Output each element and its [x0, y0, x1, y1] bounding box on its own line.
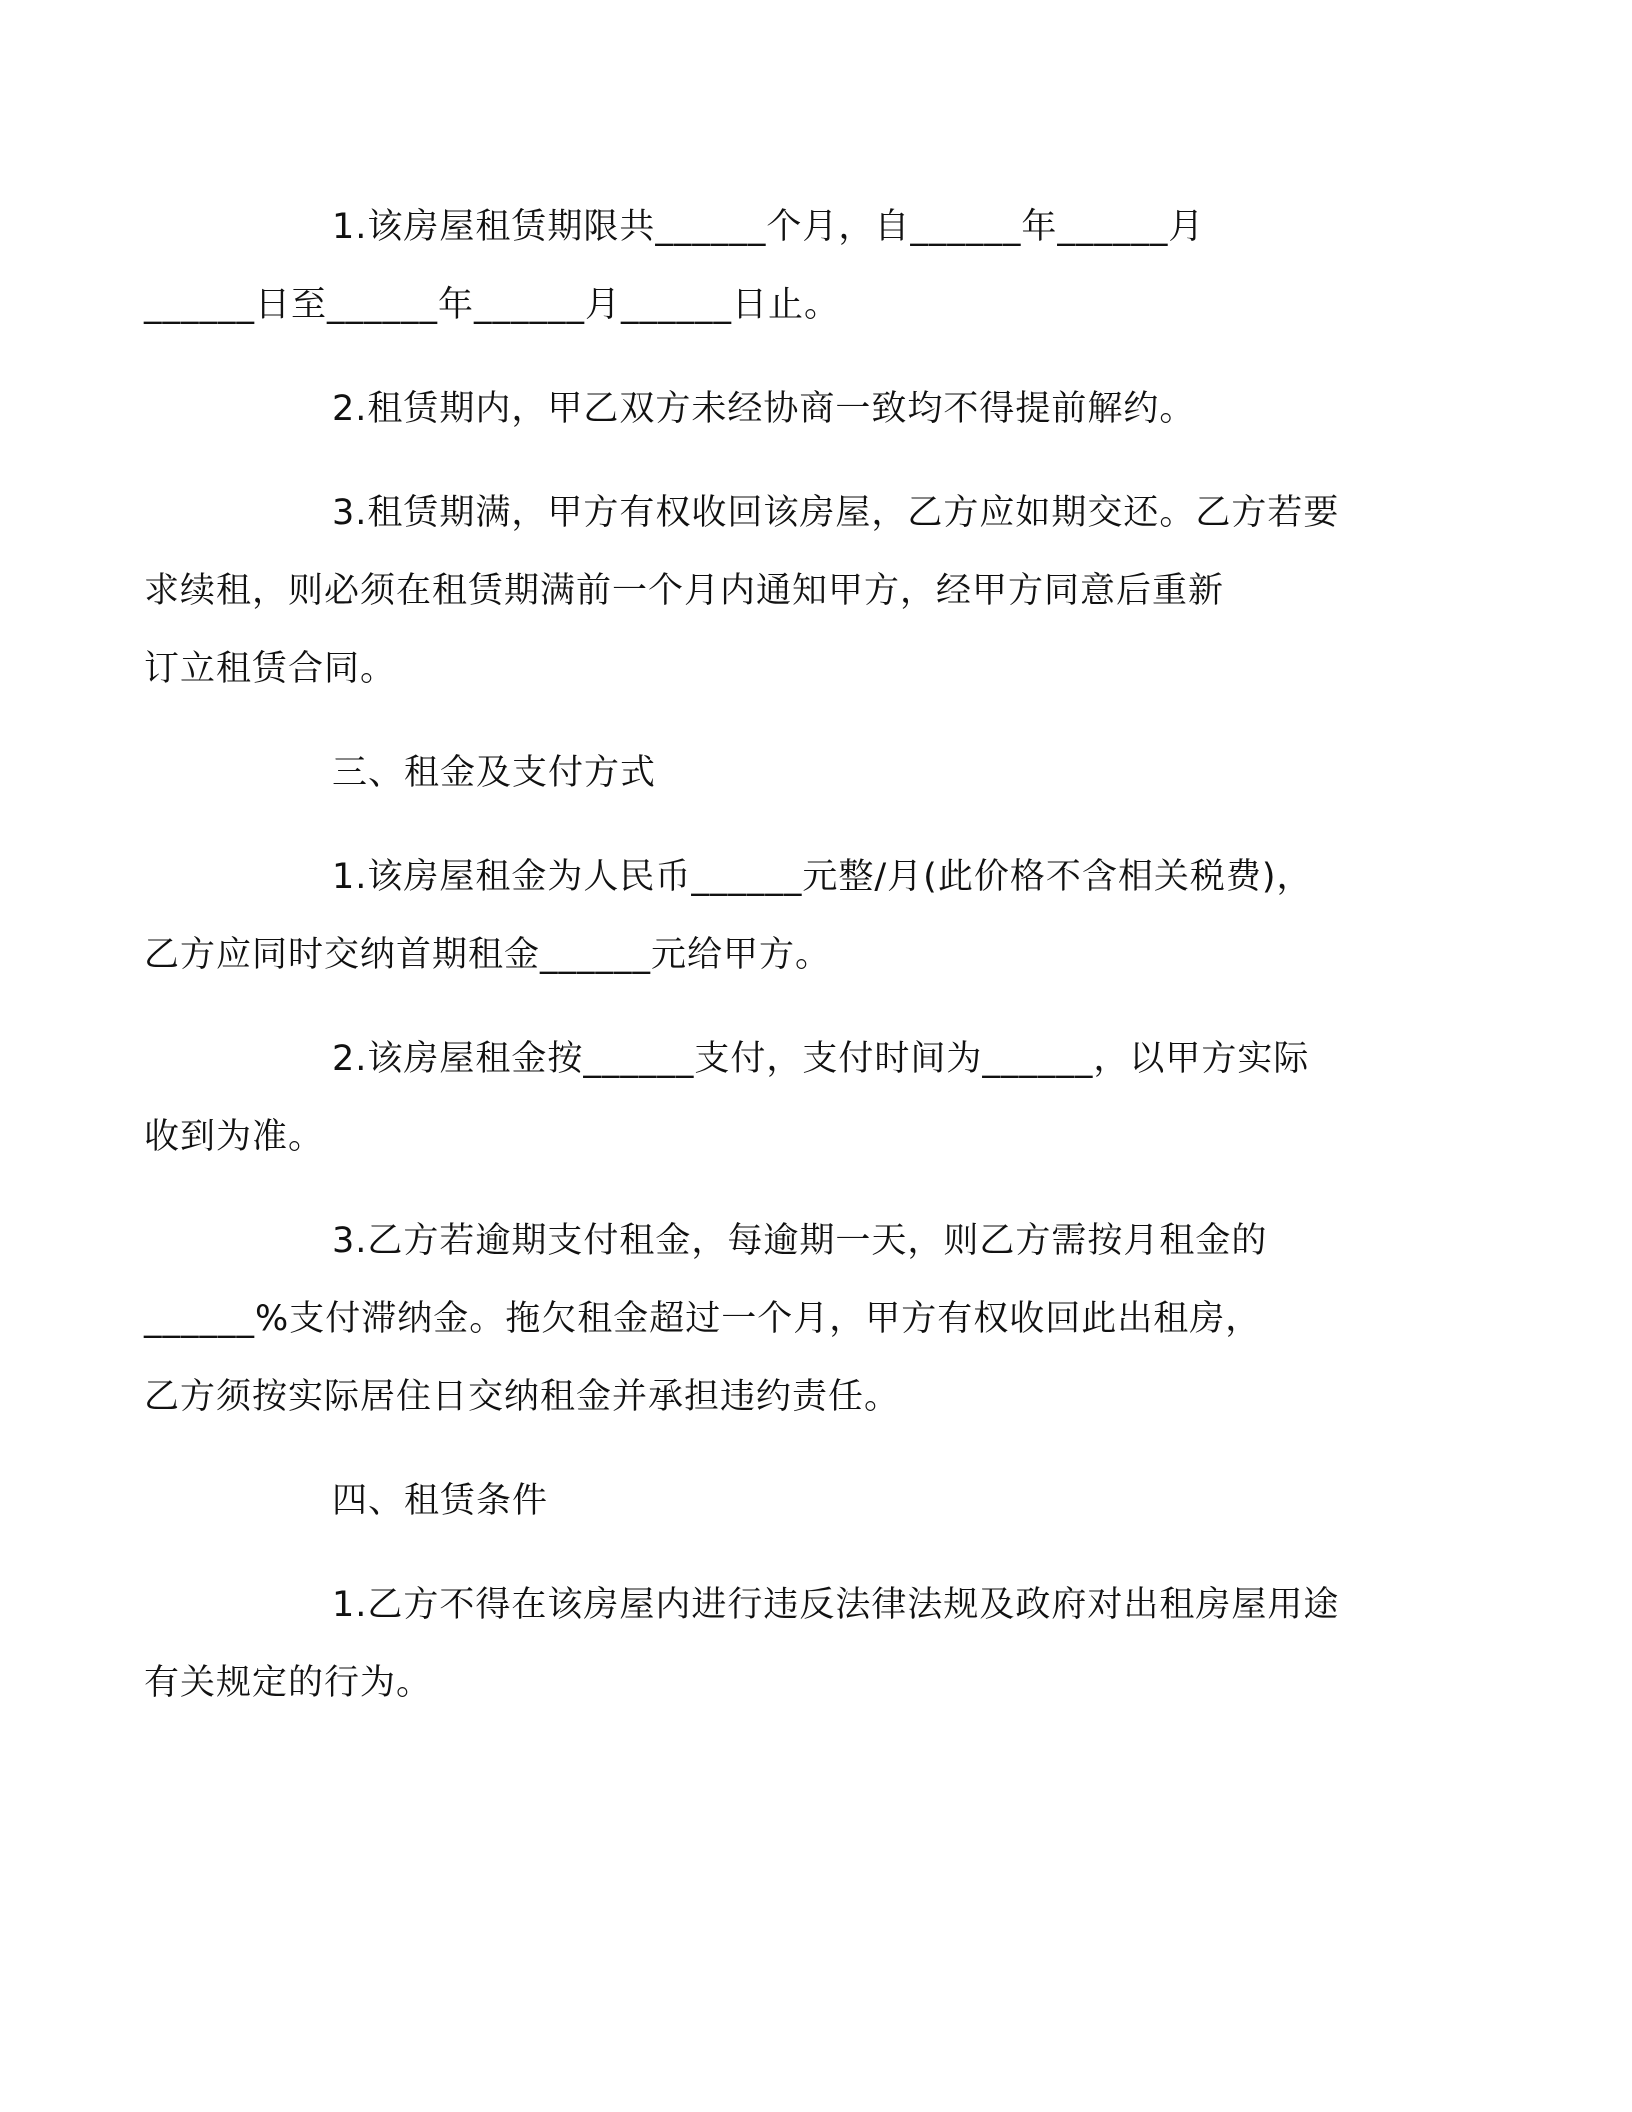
section-heading-rent: 三、租金及支付方式: [332, 753, 657, 793]
text-line: ______日至______年______月______日止。: [144, 285, 841, 325]
text-line: 2.租赁期内，甲乙双方未经协商一致均不得提前解约。: [332, 389, 1196, 429]
text-line: 2.该房屋租金按______支付，支付时间为______，以甲方实际: [332, 1039, 1310, 1079]
text-line: 求续租，则必须在租赁期满前一个月内通知甲方，经甲方同意后重新: [144, 571, 1225, 611]
text-line: 1.乙方不得在该房屋内进行违反法律法规及政府对出租房屋用途: [332, 1585, 1340, 1625]
text-line: 收到为准。: [144, 1117, 325, 1157]
text-line: ______%支付滞纳金。拖欠租金超过一个月，甲方有权收回此出租房，: [144, 1299, 1262, 1339]
clause-lease-term: [144, 188, 1418, 344]
clause-lease-expiry: [144, 474, 1418, 708]
text-line: 3.租赁期满，甲方有权收回该房屋，乙方应如期交还。乙方若要: [332, 493, 1340, 533]
clause-lawful-use: [144, 1566, 1418, 1722]
text-line: 有关规定的行为。: [144, 1663, 433, 1703]
clause-no-early-termination: [238, 370, 1418, 448]
section-heading-conditions: 四、租赁条件: [332, 1481, 549, 1521]
clause-rent-amount: [144, 838, 1418, 994]
text-line: 乙方应同时交纳首期租金______元给甲方。: [144, 935, 832, 975]
text-line: 乙方须按实际居住日交纳租金并承担违约责任。: [144, 1377, 901, 1417]
document-body: [144, 188, 1418, 1748]
clause-late-payment: [144, 1202, 1418, 1436]
clause-rent-payment: [144, 1020, 1418, 1176]
text-line: 1.该房屋租赁期限共______个月，自______年______月: [332, 207, 1205, 247]
text-line: 3.乙方若逾期支付租金，每逾期一天，则乙方需按月租金的: [332, 1221, 1268, 1261]
text-line: 订立租赁合同。: [144, 649, 397, 689]
text-line: 1.该房屋租金为人民币______元整/月(此价格不含相关税费)，: [332, 857, 1313, 897]
